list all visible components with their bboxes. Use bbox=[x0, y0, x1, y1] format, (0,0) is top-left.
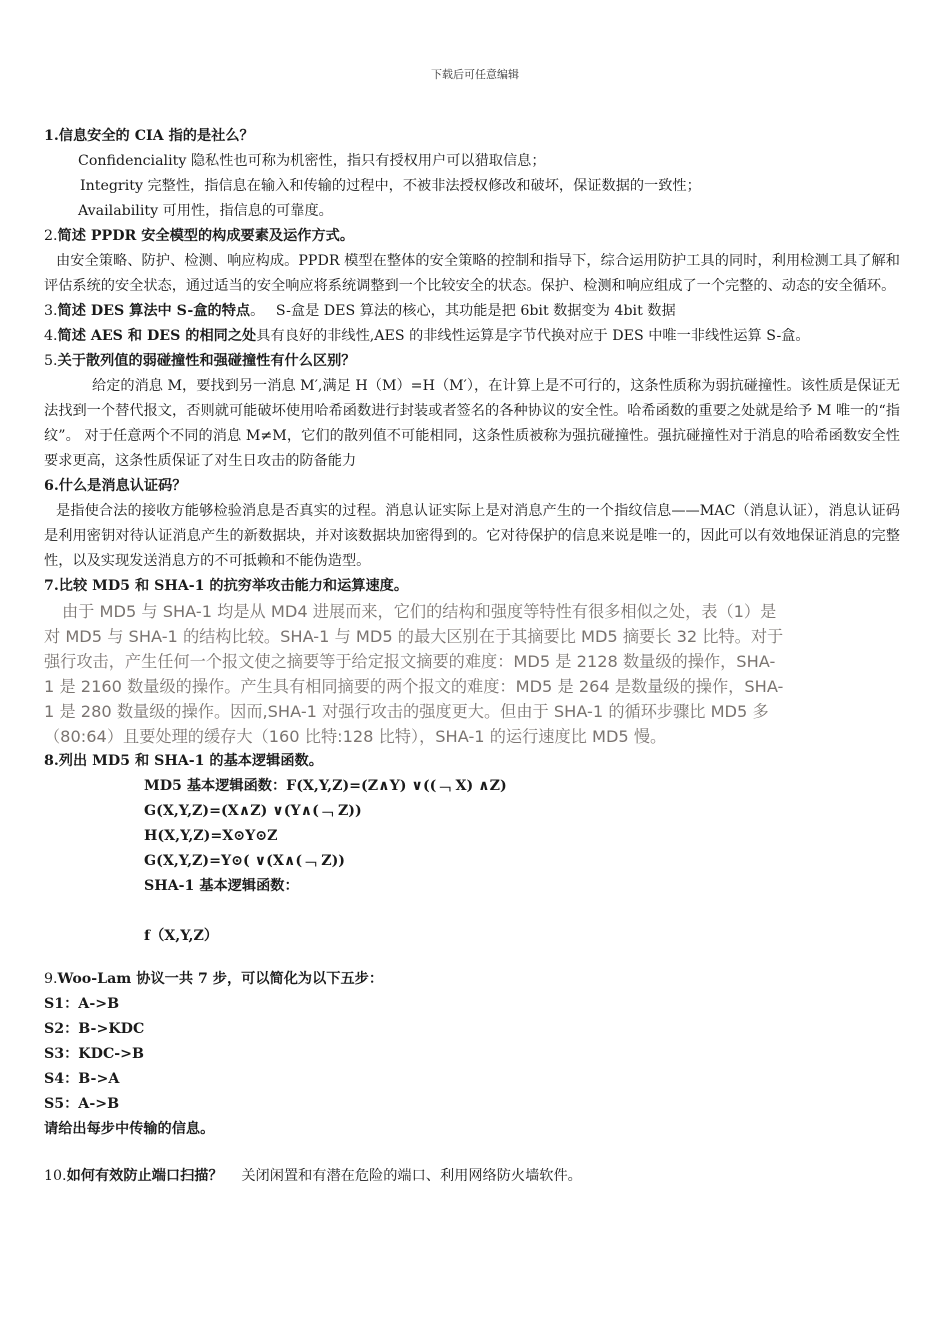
q7-answer-line-3: 强行攻击，产生任何一个报文使之摘要等于给定报文摘要的难度：MD5 是 2128 数量级的操作，SHA- bbox=[44, 652, 776, 671]
q5-answer: 给定的消息 M，要找到另一消息 M′,满足 H（M）=H（M′），在计算上是不可行的，这条性质称为弱抗碰撞性。该性质是保证无法找到一个替代报文，否则就可能破坏使用哈希函数进行封装或者签名的各种协议的安全性。哈希函数的重要之处就是给予 M 唯一的“指纹”。 对于任意两个不同的消息 M≠M，它们的散列值不可能相同，这条性质被称为强抗碰撞性。强抗碰撞性对于消息的哈希函数安全性要求更高，这条性质保证了对生日攻击的防备能力 bbox=[44, 378, 900, 469]
q10-number: 10. bbox=[44, 1168, 67, 1184]
q2-answer: 由安全策略、防护、检测、响应构成。PPDR 模型在整体的安全策略的控制和指导下，综合运用防护工具的同时，利用检测工具了解和评估系统的安全状态，通过适当的安全响应将系统调整到一个比较安全的状态。保护、检测和响应组成了一个完整的、动态的安全循环。 bbox=[44, 253, 900, 294]
q3-line bbox=[44, 299, 900, 324]
q3-number: 3. bbox=[44, 303, 58, 319]
q4-line bbox=[44, 324, 900, 349]
q7-title: 7.比较 MD5 和 SHA-1 的抗穷举攻击能力和运算速度。 bbox=[44, 578, 409, 594]
q6-answer: 是指使合法的接收方能够检验消息是否真实的过程。消息认证实际上是对消息产生的一个指纹信息——MAC（消息认证），消息认证码是利用密钥对待认证消息产生的新数据块，并对该数据块加密得到的。它对待保护的信息来说是唯一的，因此可以有效地保证消息的完整性，以及实现发送消息方的不可抵赖和不能伪造型。 bbox=[44, 503, 900, 569]
q2-heading bbox=[44, 224, 900, 249]
q7-answer-line-4: 1 是 2160 数量级的操作。产生具有相同摘要的两个报文的难度：MD5 是 264 是数量级的操作，SHA- bbox=[44, 677, 784, 696]
q9-ask: 请给出每步中传输的信息。 bbox=[44, 1121, 215, 1137]
q8-title: 8.列出 MD5 和 SHA-1 的基本逻辑函数。 bbox=[44, 753, 323, 769]
q5-title: 关于散列值的弱碰撞性和强碰撞性有什么区别？ bbox=[57, 353, 356, 369]
q2-number: 2. bbox=[44, 228, 58, 244]
q9-step-5: S5：A->B bbox=[44, 1096, 120, 1112]
q10-title: 如何有效防止端口扫描？ bbox=[66, 1168, 223, 1184]
q8-sha1-label: SHA-1 基本逻辑函数： bbox=[144, 878, 299, 894]
q4-number: 4. bbox=[44, 328, 58, 344]
q5-heading bbox=[44, 349, 900, 374]
q9-step-2: S2：B->KDC bbox=[44, 1021, 145, 1037]
q1-title: 1.信息安全的 CIA 指的是社么？ bbox=[44, 128, 254, 144]
q3-answer: 。 S-盒是 DES 算法的核心，其功能是把 6bit 数据变为 4bit 数据 bbox=[250, 303, 676, 319]
q3-title: 简述 DES 算法中 S-盒的特点 bbox=[57, 303, 251, 319]
q8-formula-md5-h: H(X,Y,Z)=X⊙Y⊙Z bbox=[144, 828, 278, 844]
q8-sha1-function: f（X,Y,Z） bbox=[144, 928, 219, 944]
q9-number: 9. bbox=[44, 971, 58, 987]
q10-answer: 关闭闲置和有潜在危险的端口、利用网络防火墙软件。 bbox=[222, 1168, 582, 1184]
q9-step-1: S1：A->B bbox=[44, 996, 120, 1012]
q10-line bbox=[44, 1164, 900, 1189]
q1-item-availability: Availability 可用性，指信息的可靠度。 bbox=[78, 203, 333, 219]
page-header: 下载后可任意编辑 bbox=[431, 68, 519, 81]
q9-heading bbox=[44, 967, 900, 992]
q9-step-3: S3：KDC->B bbox=[44, 1046, 144, 1062]
q7-answer-line-1: 由于 MD5 与 SHA-1 均是从 MD4 进展而来，它们的结构和强度等特性有很多相似之处，表（1）是 bbox=[62, 602, 777, 621]
q6-title: 6.什么是消息认证码？ bbox=[44, 478, 187, 494]
q8-formula-md5-i: G(X,Y,Z)=Y⊙( ∨(X∧(﹁ Z)) bbox=[144, 853, 346, 869]
q4-answer: 具有良好的非线性,AES 的非线性运算是字节代换对应于 DES 中唯一非线性运算 S-盒。 bbox=[256, 328, 810, 344]
q8-formula-md5-g: G(X,Y,Z)=(X∧Z) ∨(Y∧(﹁ Z)) bbox=[144, 803, 362, 819]
q1-item-integrity: Integrity 完整性，指信息在输入和传输的过程中，不被非法授权修改和破坏，保证数据的一致性； bbox=[80, 178, 701, 194]
q7-answer bbox=[44, 599, 900, 749]
q9-title: Woo-Lam 协议一共 7 步，可以简化为以下五步： bbox=[57, 971, 384, 987]
q8-formula-md5-f: MD5 基本逻辑函数：F(X,Y,Z)=(Z∧Y) ∨((﹁ X) ∧Z) bbox=[144, 778, 507, 794]
q7-answer-line-6: （80:64）且要处理的缓存大（160 比特:128 比特），SHA-1 的运行速度比 MD5 慢。 bbox=[44, 727, 667, 746]
q9-step-4: S4：B->A bbox=[44, 1071, 120, 1087]
q7-answer-line-5: 1 是 280 数量级的操作。因而,SHA-1 对强行攻击的强度更大。但由于 SHA-1 的循环步骤比 MD5 多 bbox=[44, 702, 769, 721]
q2-title: 简述 PPDR 安全模型的构成要素及运作方式。 bbox=[57, 228, 355, 244]
q7-answer-line-2: 对 MD5 与 SHA-1 的结构比较。SHA-1 与 MD5 的最大区别在于其摘要比 MD5 摘要长 32 比特。对于 bbox=[44, 627, 784, 646]
q5-number: 5. bbox=[44, 353, 58, 369]
document-body bbox=[44, 124, 900, 1189]
q4-title: 简述 AES 和 DES 的相同之处 bbox=[57, 328, 257, 344]
q1-item-confidentiality: Confidenciality 隐私性也可称为机密性，指只有授权用户可以猎取信息； bbox=[78, 153, 546, 169]
